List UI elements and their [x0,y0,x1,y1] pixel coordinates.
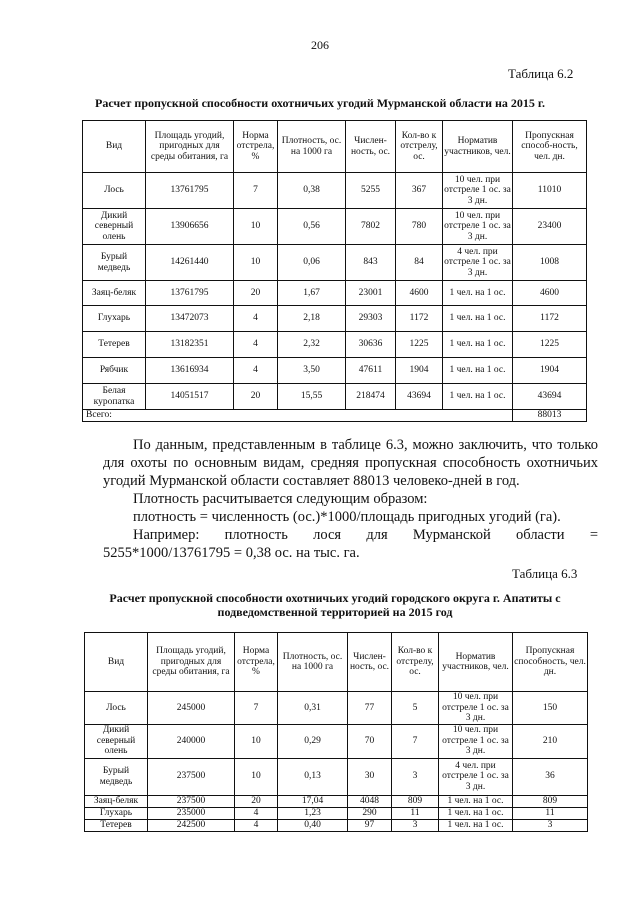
total-label: Всего: [83,410,513,422]
header-participants: Норматив участников, чел. [439,633,513,692]
table-6-3-title: Расчет пропускной способности охотничьих угодий городского округа г. Апатиты с подведомственной территорией на 2015 год [109,591,561,619]
cell-participants: 1 чел. на 1 ос. [443,384,513,410]
cell-species: Дикий северный олень [85,724,148,758]
cell-harvest: 11 [392,807,439,819]
cell-harvest: 3 [392,819,439,831]
cell-participants: 10 чел. при отстреле 1 ос. за 3 дн. [439,692,513,725]
table-6-2-label: Таблица 6.2 [508,66,574,81]
cell-population: 70 [348,724,392,758]
cell-population: 23001 [346,281,396,306]
cell-density: 15,55 [278,384,346,410]
cell-participants: 1 чел. на 1 ос. [443,332,513,358]
cell-population: 290 [348,807,392,819]
cell-species: Бурый медведь [85,758,148,795]
cell-species: Тетерев [83,332,146,358]
cell-species: Лось [83,173,146,209]
table-row [83,281,587,306]
header-quota: Норма отстрела, % [235,633,278,692]
cell-species: Глухарь [83,306,146,332]
table-row [83,332,587,358]
cell-area: 237500 [148,795,235,807]
cell-harvest: 5 [392,692,439,725]
cell-area: 13761795 [146,281,234,306]
cell-species: Дикий северный олень [83,209,146,245]
cell-capacity: 210 [513,724,588,758]
cell-density: 0,56 [278,209,346,245]
cell-population: 7802 [346,209,396,245]
cell-area: 242500 [148,819,235,831]
cell-population: 5255 [346,173,396,209]
cell-population: 4048 [348,795,392,807]
table-row [85,758,588,795]
cell-capacity: 23400 [513,209,587,245]
cell-capacity: 1172 [513,306,587,332]
cell-density: 0,29 [278,724,348,758]
cell-species: Глухарь [85,807,148,819]
cell-participants: 10 чел. при отстреле 1 ос. за 3 дн. [443,209,513,245]
table-row [85,795,588,807]
capacity-table-apatity [84,632,588,832]
total-value: 88013 [513,410,587,422]
cell-quota: 7 [234,173,278,209]
cell-participants: 1 чел. на 1 ос. [443,281,513,306]
cell-quota: 10 [234,209,278,245]
cell-participants: 4 чел. при отстреле 1 ос. за 3 дн. [439,758,513,795]
cell-density: 1,23 [278,807,348,819]
cell-harvest: 780 [396,209,443,245]
cell-density: 2,32 [278,332,346,358]
cell-population: 30 [348,758,392,795]
cell-capacity: 11 [513,807,588,819]
cell-participants: 10 чел. при отстреле 1 ос. за 3 дн. [443,173,513,209]
cell-area: 14051517 [146,384,234,410]
cell-participants: 1 чел. на 1 ос. [439,819,513,831]
header-area: Площадь угодий, пригодных для среды обитания, га [146,121,234,173]
table-header-row [85,633,588,692]
cell-density: 0,38 [278,173,346,209]
cell-quota: 10 [235,758,278,795]
cell-density: 0,31 [278,692,348,725]
header-species: Вид [83,121,146,173]
cell-species: Заяц-беляк [85,795,148,807]
cell-capacity: 36 [513,758,588,795]
table-row [83,173,587,209]
table-row [83,384,587,410]
cell-quota: 4 [235,819,278,831]
header-participants: Норматив участников, чел. [443,121,513,173]
cell-harvest: 1172 [396,306,443,332]
cell-species: Лось [85,692,148,725]
cell-harvest: 7 [392,724,439,758]
cell-area: 240000 [148,724,235,758]
table-row [83,358,587,384]
cell-quota: 4 [235,807,278,819]
cell-quota: 10 [234,245,278,281]
table-row [85,724,588,758]
cell-capacity: 150 [513,692,588,725]
cell-area: 13616934 [146,358,234,384]
cell-quota: 4 [234,332,278,358]
cell-harvest: 84 [396,245,443,281]
cell-harvest: 4600 [396,281,443,306]
paragraph-density-example: Например: плотность лося для Мурманской области = 5255*1000/13761795 = 0,38 ос. на тыс. га. [103,527,598,561]
cell-area: 14261440 [146,245,234,281]
cell-population: 77 [348,692,392,725]
cell-species: Рябчик [83,358,146,384]
cell-participants: 10 чел. при отстреле 1 ос. за 3 дн. [439,724,513,758]
cell-area: 245000 [148,692,235,725]
cell-quota: 20 [235,795,278,807]
cell-population: 97 [348,819,392,831]
paragraph-density-formula: плотность = численность (ос.)*1000/площадь пригодных угодий (га). [133,509,561,525]
table-header-row [83,121,587,173]
cell-harvest: 43694 [396,384,443,410]
header-quota: Норма отстрела, % [234,121,278,173]
cell-area: 13182351 [146,332,234,358]
cell-species: Бурый медведь [83,245,146,281]
table-row [85,807,588,819]
cell-density: 2,18 [278,306,346,332]
cell-density: 0,13 [278,758,348,795]
cell-quota: 4 [234,306,278,332]
body-text [103,436,598,562]
table-row [85,692,588,725]
paragraph-density-intro: Плотность расчитывается следующим образом: [133,491,428,507]
cell-density: 0,06 [278,245,346,281]
cell-quota: 7 [235,692,278,725]
cell-harvest: 1904 [396,358,443,384]
cell-area: 13761795 [146,173,234,209]
paragraph-conclusion: По данным, представленным в таблице 6.3, можно заключить, что только для охоты по основным видам, средняя пропускная способность охотничьих угодий Мурманской области составляет 88013 человеко-дней в год. [103,437,598,489]
cell-capacity: 11010 [513,173,587,209]
page-number: 206 [311,38,329,52]
cell-population: 218474 [346,384,396,410]
cell-population: 30636 [346,332,396,358]
cell-harvest: 1225 [396,332,443,358]
table-row [83,306,587,332]
cell-species: Тетерев [85,819,148,831]
header-capacity: Пропускная способ-ность, чел. дн. [513,121,587,173]
header-harvest: Кол-во к отстрелу, ос. [392,633,439,692]
cell-area: 237500 [148,758,235,795]
cell-harvest: 3 [392,758,439,795]
cell-capacity: 1904 [513,358,587,384]
cell-species: Заяц-беляк [83,281,146,306]
capacity-table-murmansk [82,120,587,422]
cell-area: 235000 [148,807,235,819]
header-area: Площадь угодий, пригодных для среды обитания, га [148,633,235,692]
cell-quota: 20 [234,384,278,410]
header-harvest: Кол-во к отстрелу, ос. [396,121,443,173]
cell-area: 13906656 [146,209,234,245]
cell-density: 1,67 [278,281,346,306]
cell-density: 17,04 [278,795,348,807]
table-6-3-label: Таблица 6.3 [512,566,578,581]
cell-participants: 1 чел. на 1 ос. [439,807,513,819]
cell-participants: 1 чел. на 1 ос. [443,306,513,332]
table-row [83,209,587,245]
header-capacity: Пропускная способность, чел. дн. [513,633,588,692]
cell-capacity: 1225 [513,332,587,358]
cell-capacity: 3 [513,819,588,831]
cell-species: Белая куропатка [83,384,146,410]
cell-harvest: 367 [396,173,443,209]
cell-capacity: 43694 [513,384,587,410]
cell-population: 843 [346,245,396,281]
cell-capacity: 1008 [513,245,587,281]
table-6-2-title: Расчет пропускной способности охотничьих угодий Мурманской области на 2015 г. [95,96,545,110]
cell-density: 3,50 [278,358,346,384]
cell-area: 13472073 [146,306,234,332]
cell-density: 0,40 [278,819,348,831]
header-species: Вид [85,633,148,692]
header-population: Числен-ность, ос. [348,633,392,692]
header-density: Плотность, ос. на 1000 га [278,633,348,692]
table-row [83,245,587,281]
total-row [83,410,587,422]
cell-participants: 1 чел. на 1 ос. [443,358,513,384]
cell-quota: 10 [235,724,278,758]
cell-participants: 1 чел. на 1 ос. [439,795,513,807]
cell-capacity: 4600 [513,281,587,306]
cell-capacity: 809 [513,795,588,807]
cell-quota: 4 [234,358,278,384]
cell-quota: 20 [234,281,278,306]
header-density: Плотность, ос. на 1000 га [278,121,346,173]
cell-population: 47611 [346,358,396,384]
cell-population: 29303 [346,306,396,332]
cell-harvest: 809 [392,795,439,807]
cell-participants: 4 чел. при отстреле 1 ос. за 3 дн. [443,245,513,281]
header-population: Числен-ность, ос. [346,121,396,173]
table-row [85,819,588,831]
